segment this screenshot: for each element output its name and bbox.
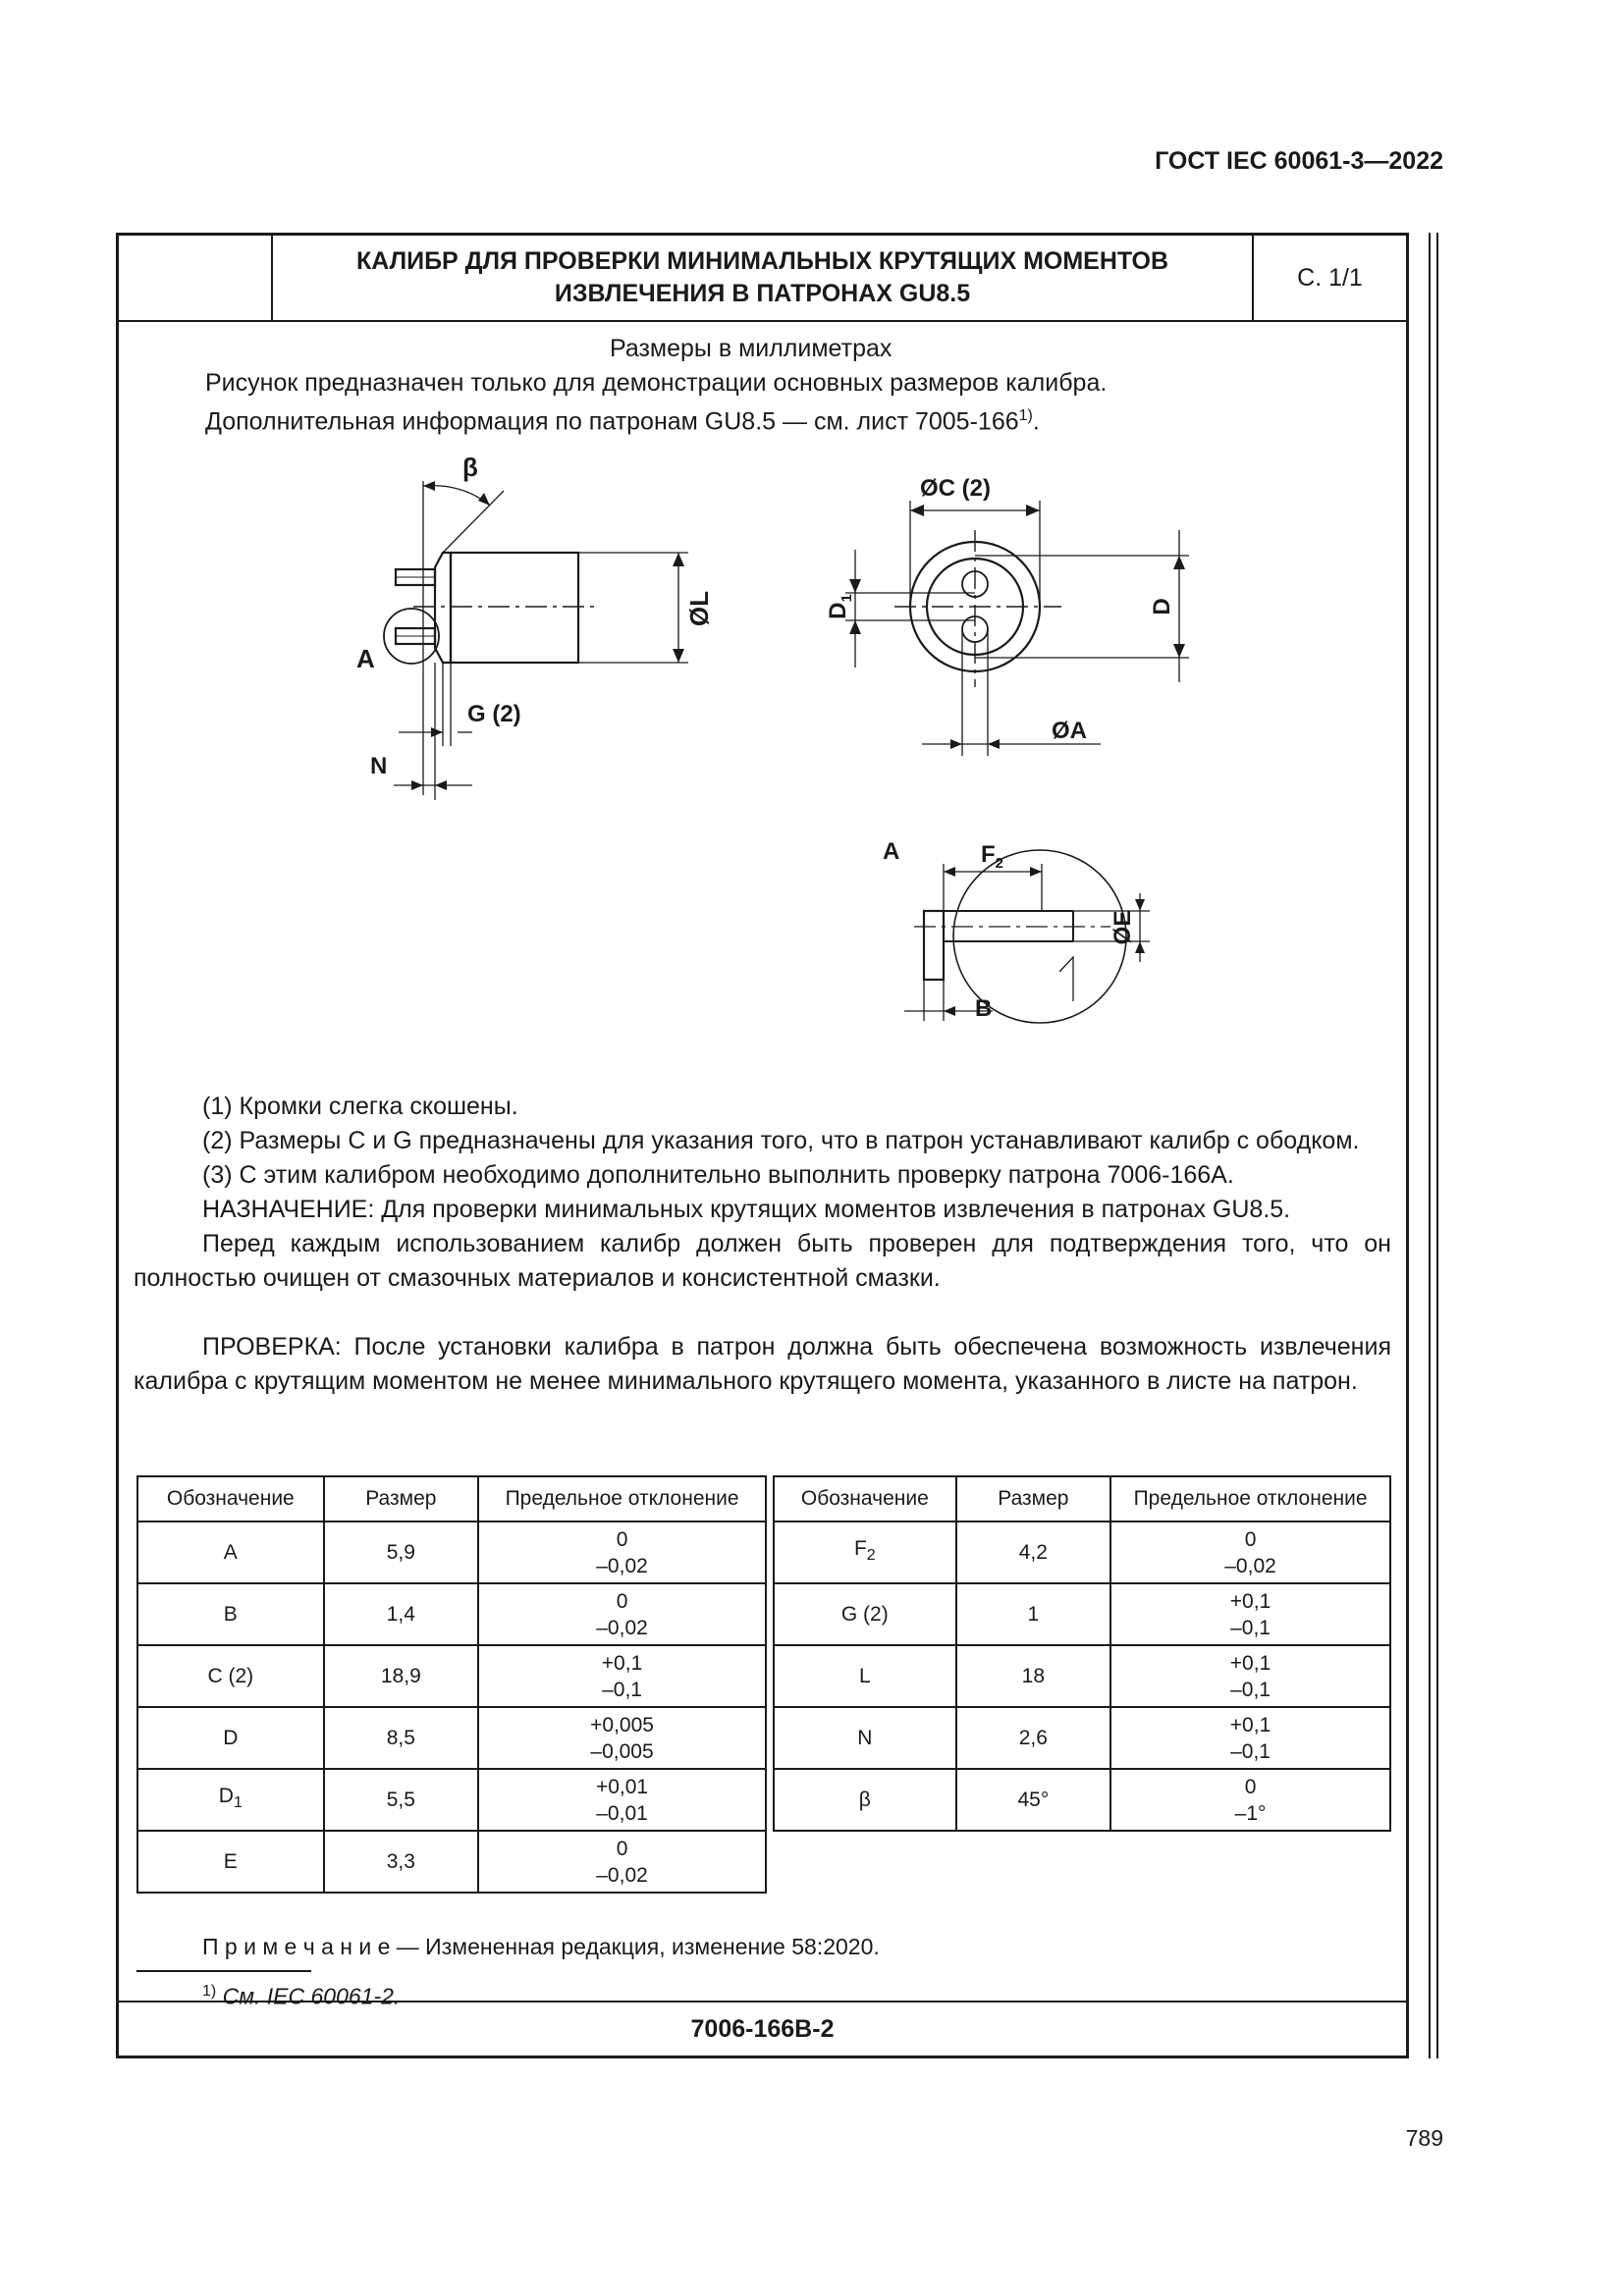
tolerance-lower: –0,02	[1224, 1554, 1276, 1577]
symbol-text: E	[223, 1850, 238, 1873]
table-row	[137, 1583, 766, 1645]
tolerance-lower: –0,1	[1230, 1616, 1271, 1639]
cell-tolerance	[478, 1769, 766, 1831]
label-L: ØL	[684, 590, 714, 627]
cell-symbol	[774, 1583, 956, 1645]
units-note: Размеры в миллиметрах	[610, 335, 893, 362]
cell-tolerance	[478, 1707, 766, 1769]
label-detail-a: A	[356, 644, 375, 673]
cell-symbol	[137, 1645, 324, 1707]
page-number: 789	[1405, 2125, 1443, 2151]
cell-tolerance	[1110, 1769, 1390, 1831]
cell-size: 3,3	[324, 1831, 478, 1893]
check-text: ПРОВЕРКА: После установки калибра в патрон должна быть обеспечена возможность извлечения калибра с крутящим моментом не менее минимального крутящего момента, указанного в листе на патрон.	[134, 1333, 1391, 1395]
intro-line2-end: .	[1032, 407, 1040, 436]
cell-symbol	[774, 1769, 956, 1831]
tolerance-upper: +0,01	[595, 1775, 649, 1798]
cell-tolerance	[478, 1831, 766, 1893]
tolerance-upper: +0,1	[601, 1651, 643, 1675]
sheet-code: 7006-166В-2	[119, 2001, 1406, 2056]
symbol-subscript: 1	[233, 1794, 243, 1812]
symbol-text: B	[223, 1603, 238, 1626]
cell-size: 1	[956, 1583, 1110, 1645]
cell-symbol	[774, 1522, 956, 1583]
table-row	[137, 1707, 766, 1769]
symbol-text: G (2)	[840, 1603, 889, 1626]
tolerance-lower: –0,02	[596, 1863, 648, 1887]
footnote-ref: 1)	[1018, 407, 1033, 424]
table-header-row	[774, 1476, 1390, 1522]
frame-edge-line	[1429, 233, 1431, 2058]
label-D1: $D_1$	[825, 594, 855, 619]
tolerance-upper: 0	[616, 1589, 628, 1613]
frame-edge-line	[1436, 233, 1438, 2058]
cell-size: 8,5	[324, 1707, 478, 1769]
col-header-tolerance: Предельное отклонение	[1110, 1476, 1390, 1522]
tolerance-lower: –0,1	[1230, 1739, 1271, 1763]
cell-size: 45°	[956, 1769, 1110, 1831]
table-row	[137, 1645, 766, 1707]
tolerance-upper: 0	[1244, 1775, 1257, 1798]
table-row	[774, 1769, 1390, 1831]
cell-symbol	[137, 1831, 324, 1893]
cell-tolerance	[478, 1583, 766, 1645]
symbol-text: D	[223, 1727, 239, 1749]
label-F2: $F_2$	[981, 841, 1004, 872]
symbol-text: N	[857, 1727, 873, 1749]
col-header-tolerance: Предельное отклонение	[478, 1476, 766, 1522]
tolerance-lower: –1°	[1234, 1801, 1267, 1825]
cell-symbol	[137, 1522, 324, 1583]
tolerance-lower: –0,005	[590, 1739, 654, 1763]
cell-size: 5,9	[324, 1522, 478, 1583]
tolerance-upper: +0,005	[590, 1713, 654, 1736]
intro-line1: Рисунок предназначен только для демонстрации основных размеров калибра.	[205, 369, 1108, 397]
symbol-text: D	[218, 1785, 234, 1808]
label-G: G (2)	[467, 701, 521, 727]
sheet-page-ref: С. 1/1	[1297, 263, 1363, 292]
gauge-drawing	[119, 236, 1406, 1099]
note-1: (1) Кромки слегка скошены.	[202, 1093, 518, 1120]
symbol-text: L	[858, 1665, 871, 1687]
cell-size: 4,2	[956, 1522, 1110, 1583]
tolerance-lower: –0,02	[596, 1616, 648, 1639]
col-header-size: Размер	[324, 1476, 478, 1522]
footnote-separator	[136, 1970, 311, 1972]
dimensions-table-right	[773, 1475, 1391, 1832]
tolerance-upper: +0,1	[1229, 1589, 1271, 1613]
cell-tolerance	[1110, 1522, 1390, 1583]
label-C: ØC (2)	[920, 475, 991, 502]
symbol-subscript: 2	[866, 1547, 876, 1565]
sheet-title-line1: КАЛИБР ДЛЯ ПРОВЕРКИ МИНИМАЛЬНЫХ КРУТЯЩИХ МОМЕНТОВ	[355, 247, 1169, 275]
before-use-text: Перед каждым использованием калибр должен быть проверен для подтверждения того, что он полностью очищен от смазочных материалов и консистентной смазки.	[134, 1230, 1391, 1292]
symbol-text: A	[223, 1541, 238, 1564]
label-detail-a-view: A	[883, 838, 900, 865]
dimensions-table-left	[136, 1475, 767, 1894]
cell-tolerance	[1110, 1645, 1390, 1707]
cell-symbol	[137, 1769, 324, 1831]
label-D: D	[1149, 598, 1175, 615]
gauge-body-side	[451, 553, 578, 663]
cell-size: 18	[956, 1645, 1110, 1707]
cell-size: 1,4	[324, 1583, 478, 1645]
cell-symbol	[774, 1707, 956, 1769]
tolerance-upper: +0,1	[1229, 1713, 1271, 1736]
footnote-text: См. IEC 60061-2.	[222, 1983, 401, 2009]
label-N: N	[370, 753, 388, 779]
symbol-text: C (2)	[207, 1665, 254, 1687]
tolerance-upper: 0	[616, 1527, 628, 1551]
tolerance-upper: +0,1	[1229, 1651, 1271, 1675]
purpose-text: НАЗНАЧЕНИЕ: Для проверки минимальных крутящих моментов извлечения в патронах GU8.5.	[202, 1196, 1291, 1223]
cell-size: 18,9	[324, 1645, 478, 1707]
table-header-row	[137, 1476, 766, 1522]
notes-block	[134, 1090, 1391, 1399]
table-row	[137, 1831, 766, 1893]
label-E: ØE	[1109, 910, 1136, 945]
cell-tolerance	[1110, 1583, 1390, 1645]
table-row	[137, 1522, 766, 1583]
label-B: B	[975, 995, 993, 1022]
table-row	[774, 1707, 1390, 1769]
intro-line2-text: Дополнительная информация по патронам GU8.5 — см. лист 7005-166	[205, 407, 1019, 436]
tolerance-upper: 0	[616, 1837, 628, 1860]
note-3: (3) С этим калибром необходимо дополнительно выполнить проверку патрона 7006-166А.	[202, 1161, 1234, 1189]
cell-size: 5,5	[324, 1769, 478, 1831]
col-header-symbol: Обозначение	[774, 1476, 956, 1522]
cell-size: 2,6	[956, 1707, 1110, 1769]
label-beta: β	[462, 453, 478, 482]
cell-symbol	[774, 1645, 956, 1707]
symbol-text: F	[853, 1537, 867, 1561]
tolerance-upper: 0	[1244, 1527, 1257, 1551]
col-header-size: Размер	[956, 1476, 1110, 1522]
table-row	[774, 1522, 1390, 1583]
cell-symbol	[137, 1583, 324, 1645]
tolerance-lower: –0,02	[596, 1554, 648, 1577]
table-row	[774, 1645, 1390, 1707]
col-header-symbol: Обозначение	[137, 1476, 324, 1522]
table-row	[137, 1769, 766, 1831]
tolerance-lower: –0,1	[1230, 1678, 1271, 1701]
detail-pin-head	[924, 911, 944, 980]
standard-header: ГОСТ IEC 60061-3—2022	[1155, 147, 1443, 175]
remark: П р и м е ч а н и е — Измененная редакция, изменение 58:2020.	[202, 1934, 880, 1959]
sheet-title-line2: ИЗВЛЕЧЕНИЯ В ПАТРОНАХ GU8.5	[554, 280, 971, 307]
cell-symbol	[137, 1707, 324, 1769]
sheet-frame	[116, 233, 1409, 2058]
cell-tolerance	[478, 1645, 766, 1707]
table-row	[774, 1583, 1390, 1645]
tolerance-lower: –0,1	[602, 1678, 642, 1701]
footnote-mark: 1)	[202, 1983, 217, 2000]
cell-tolerance	[478, 1522, 766, 1583]
symbol-text: β	[858, 1789, 871, 1811]
tolerance-lower: –0,01	[596, 1801, 648, 1825]
note-2: (2) Размеры C и G предназначены для указания того, что в патрон устанавливают калибр с ободком.	[202, 1127, 1360, 1154]
cell-tolerance	[1110, 1707, 1390, 1769]
label-A-dia: ØA	[1052, 718, 1087, 744]
